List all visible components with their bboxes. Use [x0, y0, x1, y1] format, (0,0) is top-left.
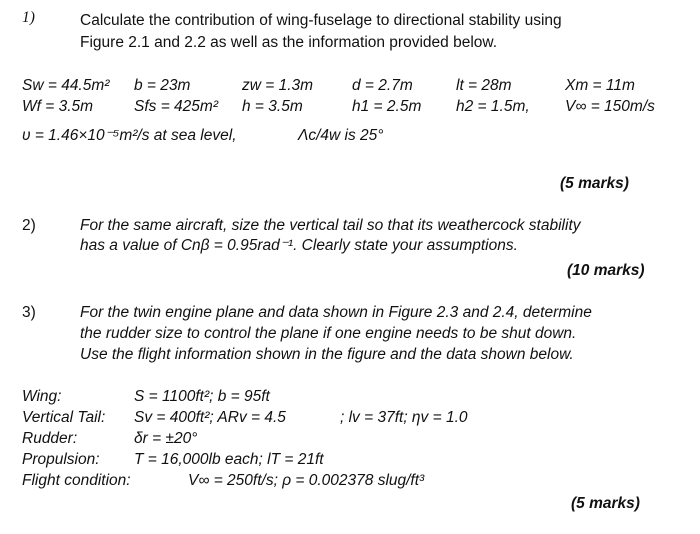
q3-propulsion-value: T = 16,000lb each; lT = 21ft	[134, 451, 324, 468]
q3-text-line2: the rudder size to control the plane if one engine needs to be shut down.	[80, 325, 577, 342]
q1-d: d = 2.7m	[352, 77, 413, 94]
q3-flight-value: V∞ = 250ft/s; ρ = 0.002378 slug/ft³	[188, 472, 425, 489]
q1-lt: lt = 28m	[456, 77, 512, 94]
q3-number: 3)	[22, 304, 36, 321]
q3-text-line3: Use the flight information shown in the figure and the data shown below.	[80, 346, 574, 363]
q1-sw: Sw = 44.5m²	[22, 77, 110, 94]
q1-sfs: Sfs = 425m²	[134, 98, 218, 115]
q3-vtail-value: Sv = 400ft²; ARv = 4.5	[134, 409, 286, 426]
q1-h1: h1 = 2.5m	[352, 98, 422, 115]
q1-b: b = 23m	[134, 77, 191, 94]
q3-vtail-label: Vertical Tail:	[22, 409, 106, 426]
q1-xm: Xm = 11m	[565, 77, 635, 94]
q1-sweep: Λc/4w is 25°	[298, 127, 384, 144]
q3-wing-value: S = 1100ft²; b = 95ft	[134, 388, 270, 405]
q1-text-line1: Calculate the contribution of wing-fuselage to directional stability using	[80, 12, 562, 29]
q3-wing-label: Wing:	[22, 388, 62, 405]
q3-text-line1: For the twin engine plane and data shown in Figure 2.3 and 2.4, determine	[80, 304, 592, 321]
q1-h2: h2 = 1.5m,	[456, 98, 530, 115]
q1-text-line2: Figure 2.1 and 2.2 as well as the information provided below.	[80, 34, 498, 51]
q1-viscosity: υ = 1.46×10⁻⁵m²/s at sea level,	[22, 127, 237, 144]
q3-rudder-value: δr = ±20°	[134, 430, 198, 447]
q1-wf: Wf = 3.5m	[22, 98, 94, 115]
q1-h: h = 3.5m	[242, 98, 303, 115]
q3-rudder-label: Rudder:	[22, 430, 78, 447]
q3-vtail-value2: ; lv = 37ft; ηv = 1.0	[340, 409, 468, 426]
q2-text-line1: For the same aircraft, size the vertical tail so that its weathercock stability	[80, 217, 581, 234]
q2-number: 2)	[22, 217, 36, 234]
q1-marks: (5 marks)	[560, 175, 629, 192]
q3-flight-label: Flight condition:	[22, 472, 131, 489]
q3-propulsion-label: Propulsion:	[22, 451, 100, 468]
q2-text-line2: has a value of Cnβ = 0.95rad⁻¹. Clearly state your assumptions.	[80, 237, 518, 254]
q1-vinf: V∞ = 150m/s	[565, 98, 655, 115]
q2-marks: (10 marks)	[567, 262, 645, 279]
q3-marks: (5 marks)	[571, 495, 640, 512]
q1-zw: zw = 1.3m	[242, 77, 314, 94]
q1-number: 1)	[22, 9, 35, 26]
